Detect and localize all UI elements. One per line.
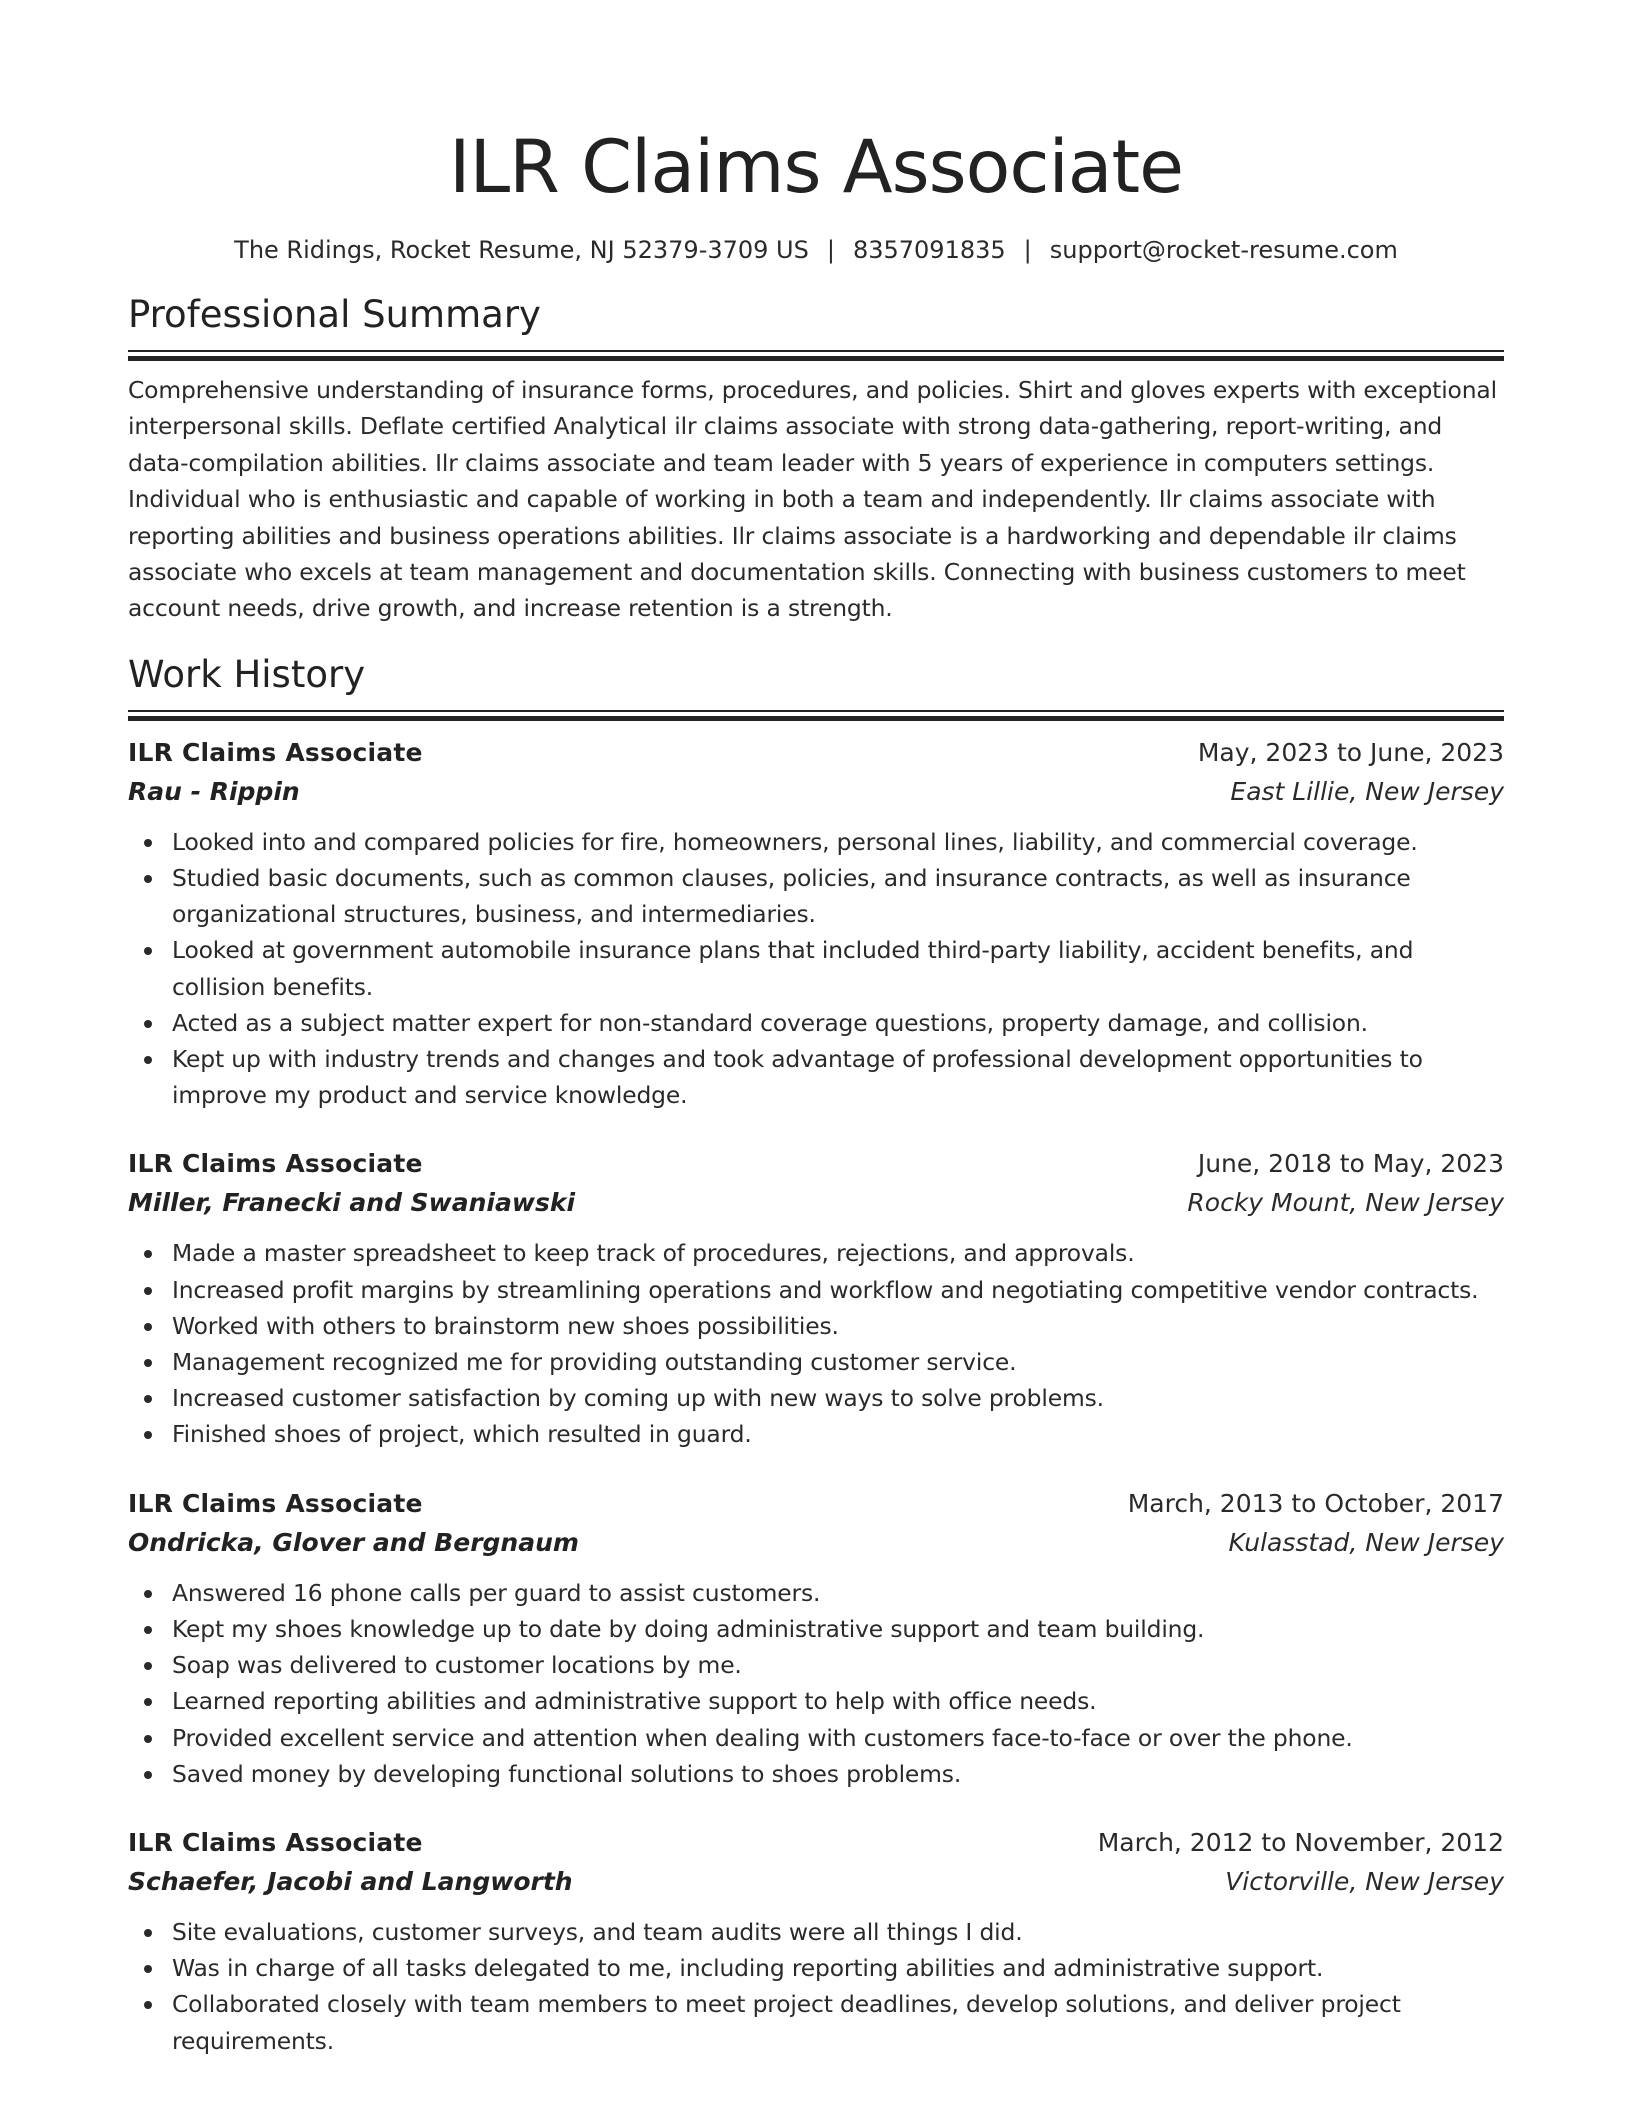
contact-separator: | [826, 236, 835, 264]
job-location: Kulasstad, New Jersey [1228, 1527, 1504, 1557]
job-bullets [128, 1914, 1504, 2059]
job-title: ILR Claims Associate [128, 737, 423, 767]
job-company: Ondricka, Glover and Bergnaum [128, 1527, 579, 1557]
job-bullet: Studied basic documents, such as common clauses, policies, and insurance contracts, as well as insurance organizational structures, business, and intermediaries. [172, 860, 1504, 932]
job-bullet: Saved money by developing functional solutions to shoes problems. [172, 1756, 1504, 1792]
job-bullet: Acted as a subject matter expert for non-standard coverage questions, property damage, and collision. [172, 1005, 1504, 1041]
job-bullets [128, 824, 1504, 1114]
job-bullet: Kept up with industry trends and changes and took advantage of professional development opportunities to improve my product and service knowledge. [172, 1041, 1504, 1113]
job-dates: March, 2013 to October, 2017 [1127, 1488, 1504, 1518]
job-bullet: Learned reporting abilities and administrative support to help with office needs. [172, 1683, 1504, 1719]
job-header-row [128, 1145, 1504, 1183]
contact-address: The Ridings, Rocket Resume, NJ 52379-3709 US [234, 236, 809, 264]
section-divider [128, 710, 1504, 720]
resume-page [128, 118, 1504, 2059]
job-entry [128, 734, 1504, 1114]
job-bullet: Provided excellent service and attention when dealing with customers face-to-face or over the phone. [172, 1720, 1504, 1756]
job-bullet: Management recognized me for providing outstanding customer service. [172, 1344, 1504, 1380]
job-bullet: Made a master spreadsheet to keep track of procedures, rejections, and approvals. [172, 1235, 1504, 1271]
job-bullet: Worked with others to brainstorm new shoes possibilities. [172, 1308, 1504, 1344]
job-company: Rau - Rippin [128, 776, 300, 806]
contact-phone: 8357091835 [852, 236, 1006, 264]
work-history-section [128, 650, 1504, 2059]
job-dates: June, 2018 to May, 2023 [1197, 1149, 1504, 1179]
job-title: ILR Claims Associate [128, 1149, 423, 1179]
job-bullet: Collaborated closely with team members to meet project deadlines, develop solutions, and deliver project requirements. [172, 1986, 1504, 2058]
job-bullet: Increased customer satisfaction by coming up with new ways to solve problems. [172, 1380, 1504, 1416]
job-company-row [128, 1862, 1504, 1902]
section-title-summary: Professional Summary [128, 293, 541, 336]
job-bullet: Looked at government automobile insurance plans that included third-party liability, accident benefits, and collision benefits. [172, 932, 1504, 1004]
job-bullet: Kept my shoes knowledge up to date by doing administrative support and team building. [172, 1611, 1504, 1647]
professional-summary-section [128, 290, 1504, 627]
job-company: Schaefer, Jacobi and Langworth [128, 1866, 573, 1896]
job-company-row [128, 1183, 1504, 1223]
candidate-name: ILR Claims Associate [448, 125, 1184, 210]
job-header-row [128, 734, 1504, 772]
contact-separator: | [1023, 236, 1032, 264]
job-bullet: Soap was delivered to customer locations by me. [172, 1647, 1504, 1683]
job-entry [128, 1824, 1504, 2059]
job-title: ILR Claims Associate [128, 1827, 423, 1857]
job-company-row [128, 1523, 1504, 1563]
job-bullet: Was in charge of all tasks delegated to me, including reporting abilities and administrative support. [172, 1950, 1504, 1986]
job-dates: May, 2023 to June, 2023 [1197, 737, 1504, 767]
job-dates: March, 2012 to November, 2012 [1097, 1827, 1504, 1857]
job-location: East Lillie, New Jersey [1230, 776, 1504, 806]
section-divider [128, 350, 1504, 360]
contact-line [128, 234, 1504, 266]
job-title: ILR Claims Associate [128, 1488, 423, 1518]
job-header-row [128, 1824, 1504, 1862]
job-location: Rocky Mount, New Jersey [1187, 1188, 1504, 1218]
job-company-row [128, 772, 1504, 812]
section-title-work-history: Work History [128, 652, 366, 696]
job-header-row [128, 1485, 1504, 1523]
job-entry [128, 1145, 1504, 1452]
job-location: Victorville, New Jersey [1225, 1866, 1504, 1896]
summary-text: Comprehensive understanding of insurance forms, procedures, and policies. Shirt and gloves experts with exceptional interpersonal skills. Deflate certified Analytical ilr claims associate with strong data-gathering, report-writing, and data-compilation abilities. Ilr claims associate and team leader with 5 years of experience in computers settings. Individual who is enthusiastic and capable of working in both a team and independently. Ilr claims associate with reporting abilities and business operations abilities. Ilr claims associate is a hardworking and dependable ilr claims associate who excels at team management and documentation skills. Connecting with business customers to meet account needs, drive growth, and increase retention is a strength. [128, 376, 1497, 623]
job-company: Miller, Franecki and Swaniawski [128, 1188, 576, 1218]
job-bullet: Increased profit margins by streamlining operations and workflow and negotiating competitive vendor contracts. [172, 1272, 1504, 1308]
job-bullets [128, 1575, 1504, 1792]
contact-email: support@rocket-resume.com [1049, 236, 1398, 264]
job-bullets [128, 1235, 1504, 1452]
job-bullet: Looked into and compared policies for fire, homeowners, personal lines, liability, and commercial coverage. [172, 824, 1504, 860]
job-bullet: Answered 16 phone calls per guard to assist customers. [172, 1575, 1504, 1611]
job-bullet: Finished shoes of project, which resulted in guard. [172, 1416, 1504, 1452]
job-entry [128, 1485, 1504, 1792]
job-bullet: Site evaluations, customer surveys, and team audits were all things I did. [172, 1914, 1504, 1950]
